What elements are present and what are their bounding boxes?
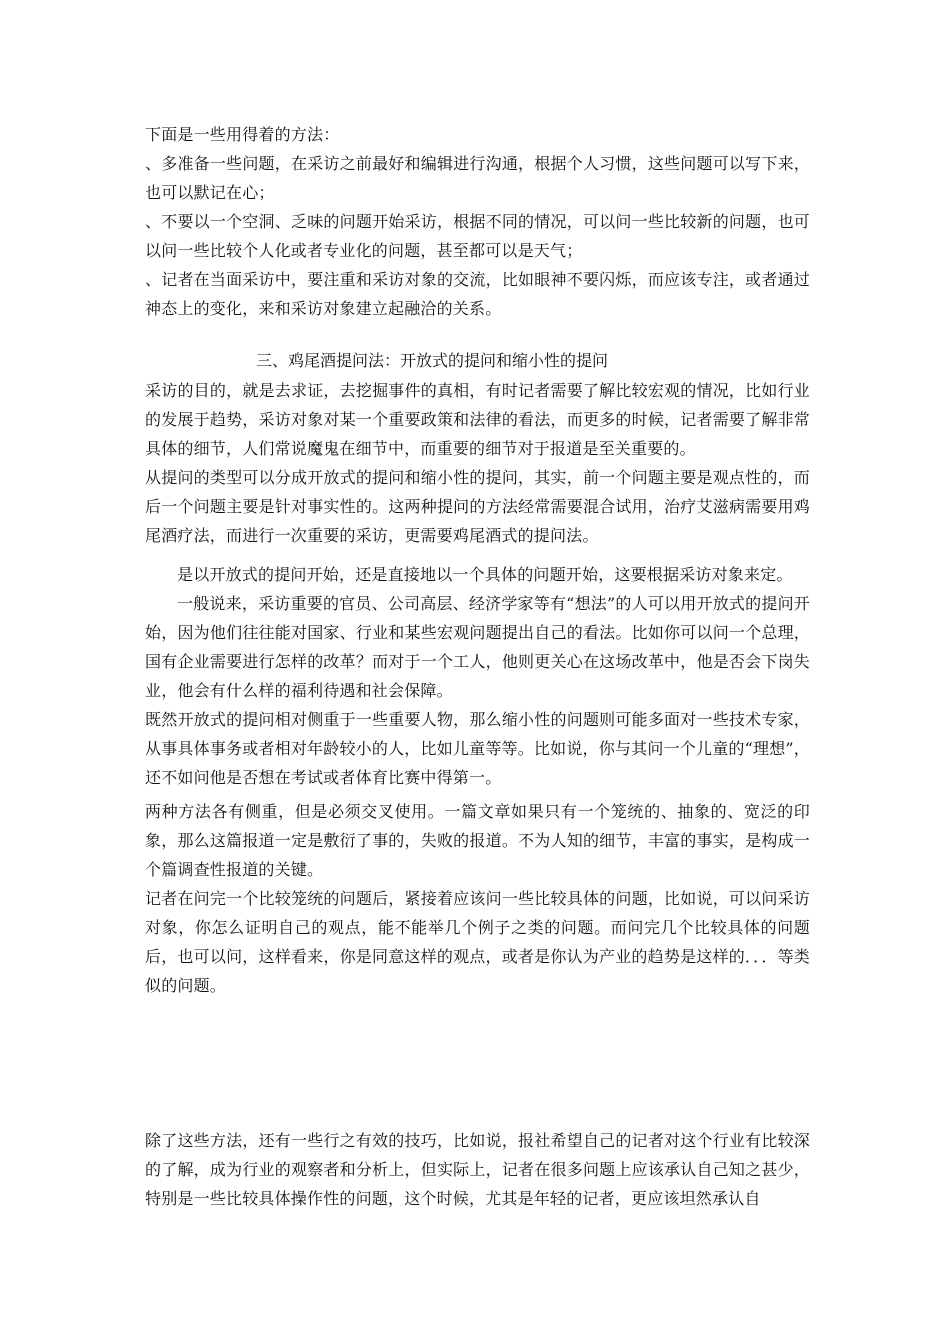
paragraph-how-to-start: 是以开放式的提问开始，还是直接地以一个具体的问题开始，这要根据采访对象来定。 [177, 565, 793, 584]
method-item-2: 、不要以一个空洞、乏味的问题开始采访，根据不同的情况，可以问一些比较新的问题，也可以问一些比较个人化或者专业化的问题，甚至都可以是天气； [145, 212, 810, 260]
paragraph-purpose: 采访的目的，就是去求证，去挖掘事件的真相，有时记者需要了解比较宏观的情况，比如行业的发展于趋势，采访对象对某一个重要政策和法律的看法，而更多的时候，记者需要了解非常具体的细节，人们常说魔鬼在细节中，而重要的细节对于报道是至关重要的。 [145, 381, 810, 458]
paragraph-mixed-use: 两种方法各有侧重，但是必须交叉使用。一篇文章如果只有一个笼统的、抽象的、宽泛的印象，那么这篇报道一定是敷衍了事的，失败的报道。不为人知的细节，丰富的事实，是构成一个篇调查性报道的关键。 [145, 802, 810, 879]
intro-line: 下面是一些用得着的方法： [145, 125, 340, 144]
paragraph-narrow-questions: 既然开放式的提问相对侧重于一些重要人物，那么缩小性的问题则可能多面对一些技术专家，从事具体事务或者相对年龄较小的人，比如儿童等等。比如说，你与其问一个儿童的“理想”，还不如问他是否想在考试或者体育比赛中得第一。 [145, 710, 810, 787]
paragraph-follow-up: 记者在问完一个比较笼统的问题后，紧接着应该问一些比较具体的问题，比如说，可以问采访对象，你怎么证明自己的观点，能不能举几个例子之类的问题。而问完几个比较具体的问题后，也可以问，这样看来，你是同意这样的观点，或者是你认为产业的趋势是这样的．．．等类似的问题。 [145, 889, 810, 995]
paragraph-other-techniques: 除了这些方法，还有一些行之有效的技巧，比如说，报社希望自己的记者对这个行业有比较深的了解，成为行业的观察者和分析上，但实际上，记者在很多问题上应该承认自己知之甚少，特别是一些比较具体操作性的问题，这个时候，尤其是年轻的记者，更应该坦然承认自 [145, 1131, 810, 1208]
section-heading: 三、鸡尾酒提问法：开放式的提问和缩小性的提问 [256, 351, 609, 370]
paragraph-open-questions: 一般说来，采访重要的官员、公司高层、经济学家等有“想法”的人可以用开放式的提问开始，因为他们往往能对国家、行业和某些宏观问题提出自己的看法。比如你可以问一个总理，国有企业需要进行怎样的改革？而对于一个工人，他则更关心在这场改革中，他是否会下岗失业，他会有什么样的福利待遇和社会保障。 [145, 594, 810, 700]
method-item-3: 、记者在当面采访中，要注重和采访对象的交流，比如眼神不要闪烁，而应该专注，或者通过神态上的变化，来和采访对象建立起融洽的关系。 [145, 270, 810, 318]
paragraph-question-types: 从提问的类型可以分成开放式的提问和缩小性的提问，其实，前一个问题主要是观点性的，而后一个问题主要是针对事实性的。这两种提问的方法经常需要混合试用，治疗艾滋病需要用鸡尾酒疗法，而进行一次重要的采访，更需要鸡尾酒式的提问法。 [145, 468, 810, 545]
method-item-1: 、多准备一些问题，在采访之前最好和编辑进行沟通，根据个人习惯，这些问题可以写下来，也可以默记在心； [145, 154, 810, 202]
